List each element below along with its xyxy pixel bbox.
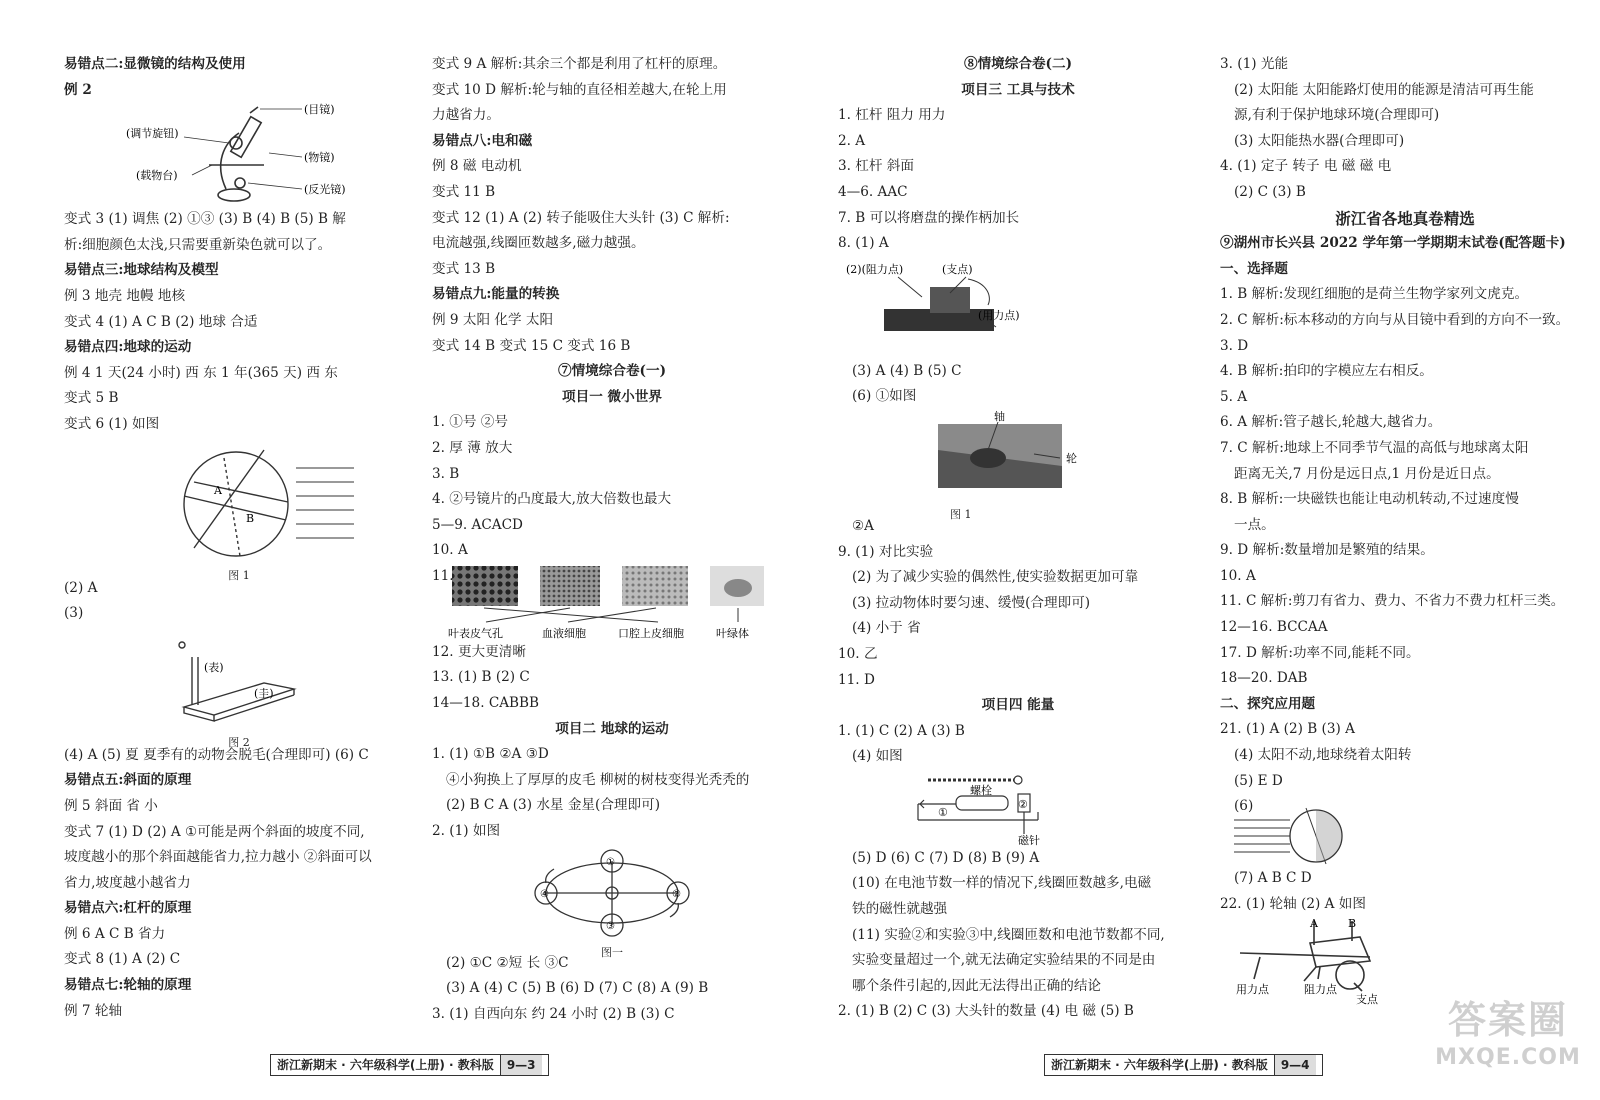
text-line: 铁的磁性就越强	[852, 901, 948, 918]
text-line: 3. 杠杆 斜面	[838, 158, 914, 175]
text-line: 变式 8 (1) A (2) C	[64, 951, 181, 968]
text-line: 7. C 解析:地球上不同季节气温的高低与地球离太阳	[1220, 439, 1529, 456]
orbit-diagram	[432, 845, 792, 937]
text-line: 21. (1) A (2) B (3) A	[1220, 721, 1355, 738]
label-resistance-point: 阻力点	[1304, 983, 1337, 997]
text-line: 4—6. AAC	[838, 183, 908, 200]
text-line: 6. A 解析:管子越长,轮越大,越省力。	[1220, 414, 1442, 431]
heading: 易错点八:电和磁	[432, 132, 533, 149]
sunlight-figure	[1220, 794, 1590, 866]
text-line: 8. B 解析:一块磁铁也能让电动机转动,不过速度慢	[1220, 491, 1519, 508]
text-line: 14—18. CABBB	[432, 695, 540, 712]
text-line: 变式 9 A 解析:其余三个都是利用了杠杆的原理。	[432, 56, 727, 72]
footer-title: 浙江新期末 · 六年级科学(上册) · 教科版	[1051, 1058, 1268, 1072]
text-line: 9. (1) 对比实验	[838, 543, 934, 560]
text-line: 坡度越小的那个斜面越能省力,拉力越小 ②斜面可以	[64, 849, 372, 866]
heading: 易错点四:地球的运动	[64, 339, 192, 356]
label-bolt: 螺栓	[970, 783, 992, 797]
column-4	[1220, 52, 1590, 1005]
text-line: 10. A	[1220, 567, 1256, 584]
text-line: 13. (1) B (2) C	[432, 669, 530, 686]
column-2	[432, 52, 792, 1027]
label-cheek: 口腔上皮细胞	[618, 626, 684, 640]
text-line: 变式 14 B 变式 15 C 变式 16 B	[432, 337, 631, 354]
heading: 易错点三:地球结构及模型	[64, 262, 219, 279]
label-resistance-point: (2)(阻力点)	[846, 262, 904, 276]
label-mirror: (反光镜)	[304, 183, 346, 197]
watermark	[1428, 996, 1588, 1086]
heading: 易错点五:斜面的原理	[64, 772, 192, 789]
cell-images	[432, 564, 792, 640]
text-line: 3. D	[1220, 337, 1249, 354]
text-line: (10) 在电池节数一样的情况下,线圈匝数越多,电磁	[852, 875, 1152, 892]
page-number: 9—4	[1274, 1055, 1316, 1075]
text-line: (3)	[64, 605, 84, 622]
text-line: 22. (1) 轮轴 (2) A 如图	[1220, 895, 1366, 912]
text-line: 11.	[432, 567, 454, 584]
label-wheel: 轮	[1066, 451, 1077, 465]
column-3	[838, 52, 1198, 1025]
section-subtitle: 项目四 能量	[981, 697, 1055, 714]
text-line: 4. ②号镜片的凸度最大,放大倍数也最大	[432, 491, 672, 508]
text-line: 12—16. BCCAA	[1220, 619, 1328, 636]
text-line: 变式 10 D 解析:轮与轴的直径相差越大,在轮上用	[432, 81, 727, 98]
text-line: 5. A	[1220, 388, 1248, 405]
figure-caption: 图 1	[950, 507, 972, 521]
svg-text:③: ③	[606, 920, 615, 932]
text-line: (6)	[1234, 798, 1254, 815]
text-line: 10. A	[432, 542, 468, 559]
label-b: B	[1348, 917, 1357, 931]
svg-text:②: ②	[672, 888, 681, 900]
heading: 易错点七:轮轴的原理	[64, 977, 192, 994]
text-line: (2) C (3) B	[1234, 183, 1306, 200]
text-line: 实验变量超过一个,就无法确定实验结果的不同是由	[852, 952, 1156, 969]
wheelbarrow-diagram	[1220, 917, 1590, 1005]
text-line: 变式 7 (1) D (2) A ①可能是两个斜面的坡度不同,	[64, 823, 365, 840]
text-line: 变式 12 (1) A (2) 转子能吸住大头针 (3) C 解析:	[432, 209, 730, 226]
text-line: 2. (1) B (2) C (3) 大头针的数量 (4) 电 磁 (5) B	[838, 1003, 1134, 1020]
label-axle: 轴	[994, 409, 1005, 423]
earth-diagram	[64, 438, 414, 560]
text-line: (6) ①如图	[852, 388, 917, 405]
svg-text:④: ④	[540, 888, 549, 900]
text-line: 变式 4 (1) A C B (2) 地球 合适	[64, 313, 258, 330]
earth-figure-1	[64, 438, 414, 583]
text-line: (5) D (6) C (7) D (8) B (9) A	[852, 849, 1040, 866]
text-line: (7) A B C D	[1234, 870, 1312, 887]
text-line: (3) 太阳能热水器(合理即可)	[1234, 132, 1405, 149]
wheel-photo-figure	[838, 409, 1198, 521]
figure-caption: 图 1	[228, 569, 250, 583]
text-line: ②A	[852, 517, 875, 534]
wheel-photo	[838, 410, 1198, 498]
text-line: 变式 5 B	[64, 390, 119, 407]
text-line: 11. C 解析:剪刀有省力、费力、不省力不费力杠杆三类。	[1220, 593, 1565, 610]
label-effort-point: (用力点)	[978, 308, 1020, 322]
image-cheek-cells	[622, 566, 688, 606]
text-line: 例 6 A C B 省力	[64, 925, 166, 942]
label-objective: (物镜)	[304, 151, 335, 165]
text-line: 3. (1) 自西向东 约 24 小时 (2) B (3) C	[432, 1005, 675, 1022]
heading: 易错点二:显微镜的结构及使用	[64, 56, 246, 72]
text-line: (2) 太阳能 太阳能路灯使用的能源是清洁可再生能	[1234, 81, 1534, 98]
text-line: (4) A (5) 夏 夏季有的动物会脱毛(合理即可) (6) C	[64, 746, 369, 763]
text-line: 4. (1) 定子 转子 电 磁 磁 电	[1220, 158, 1392, 175]
heading: 易错点六:杠杆的原理	[64, 900, 192, 917]
handle-diagram	[838, 257, 1198, 359]
electromagnet-figure	[838, 770, 1198, 846]
text-line: 9. D 解析:数量增加是繁殖的结果。	[1220, 542, 1434, 559]
text-line: 哪个条件引起的,因此无法得出正确的结论	[852, 977, 1102, 994]
text-line: 11. D	[838, 671, 875, 688]
label-blood: 血液细胞	[542, 626, 586, 640]
text-line: (11) 实验②和实验③中,线圈匝数和电池节数都不同,	[852, 926, 1165, 943]
footer-right	[1044, 1054, 1323, 1076]
text-line: (4) 如图	[852, 748, 903, 765]
text-line: 例 4 1 天(24 小时) 西 东 1 年(365 天) 西 东	[64, 364, 338, 381]
label-fulcrum: (支点)	[942, 262, 973, 276]
wheelbarrow-figure	[1220, 917, 1590, 1005]
text-line: 变式 13 B	[432, 260, 496, 277]
microscope-figure	[64, 103, 414, 207]
text-line: 4. B 解析:拍印的字模应左右相反。	[1220, 363, 1433, 380]
text-line: 10. 乙	[838, 645, 878, 662]
label-b: B	[246, 511, 255, 525]
text-line: 析:细胞颜色太浅,只需要重新染色就可以了。	[64, 236, 332, 253]
text-line: 1. 杠杆 阻力 用力	[838, 107, 946, 124]
section-title: 浙江省各地真卷精选	[1335, 208, 1475, 228]
text-line: 2. C 解析:标本移动的方向与从目镜中看到的方向不一致。	[1220, 311, 1570, 328]
section-subtitle: 项目二 地球的运动	[555, 720, 669, 737]
label-circle-2: ②	[1018, 797, 1028, 811]
label-a: A	[1310, 917, 1318, 931]
label-chloroplast: 叶绿体	[716, 626, 749, 640]
text-line: 变式 3 (1) 调焦 (2) ①③ (3) B (4) B (5) B 解	[64, 211, 346, 228]
text-line: 17. D 解析:功率不同,能耗不同。	[1220, 644, 1420, 661]
text-line: (2) 为了减少实验的偶然性,使实验数据更加可靠	[852, 569, 1139, 586]
text-line: 12. 更大更清晰	[432, 643, 526, 660]
text-line: (5) E D	[1234, 772, 1283, 789]
watermark-text: 答案圈	[1447, 998, 1568, 1042]
label-stomata: 叶表皮气孔	[448, 626, 503, 640]
watermark-url: MXQE.COM	[1435, 1045, 1581, 1070]
text-line: 5—9. ACACD	[432, 516, 523, 533]
text-line: 源,有利于保护地球环境(合理即可)	[1234, 107, 1440, 124]
text-line: 2. (1) 如图	[432, 823, 501, 840]
text-line: 1. (1) ①B ②A ③D	[432, 746, 549, 763]
text-line: 例 7 轮轴	[64, 1002, 123, 1019]
text-line: 18—20. DAB	[1220, 670, 1308, 687]
text-line: 例 9 太阳 化学 太阳	[432, 311, 554, 328]
text-line: (2) ①C ②短 长 ③C	[446, 954, 569, 971]
section-title: ⑦情境综合卷(一)	[557, 363, 667, 380]
column-1	[64, 52, 414, 1024]
section-subtitle: 项目三 工具与技术	[961, 81, 1075, 98]
text-line: 3. B	[432, 465, 460, 482]
text-line: (2) A	[64, 579, 98, 596]
text-line: (3) A (4) C (5) B (6) D (7) C (8) A (9) B	[446, 980, 709, 997]
footer-title: 浙江新期末 · 六年级科学(上册) · 教科版	[277, 1058, 494, 1072]
label-compass: 磁针	[1018, 833, 1040, 846]
page-number: 9—3	[500, 1055, 542, 1075]
exam-title: ⑨湖州市长兴县 2022 学年第一学期期末试卷(配答题卡)	[1220, 235, 1566, 252]
label-a: A	[214, 483, 222, 497]
text-line: (4) 小于 省	[852, 620, 921, 637]
microscope-diagram	[64, 103, 414, 207]
label-biao: (表)	[204, 660, 224, 674]
section-subtitle: 项目一 微小世界	[562, 388, 662, 405]
text-line: (2) B C A (3) 水星 金星(合理即可)	[446, 797, 661, 814]
text-line: 力越省力。	[432, 107, 500, 124]
label-circle-1: ①	[938, 805, 948, 819]
text-line: ④小狗换上了厚厚的皮毛 柳树的树枝变得光秃秃的	[446, 771, 750, 788]
text-line: (4) 太阳不动,地球绕着太阳转	[1234, 747, 1412, 764]
cell-match-figure	[432, 564, 792, 640]
text-line: 例 5 斜面 省 小	[64, 797, 158, 814]
image-stomata	[452, 566, 518, 606]
text-line: 一点。	[1234, 516, 1275, 533]
text-line: (3) A (4) B (5) C	[852, 362, 962, 379]
text-line: 3. (1) 光能	[1220, 56, 1289, 72]
sundial-diagram	[64, 627, 414, 727]
label-stage: (载物台)	[136, 169, 178, 183]
text-line: 电流越强,线圈匝数越多,磁力越强。	[432, 235, 645, 252]
label-fulcrum: 支点	[1356, 993, 1378, 1006]
text-line: 变式 11 B	[432, 183, 496, 200]
text-line: 1. ①号 ②号	[432, 414, 508, 431]
text-line: 1. (1) C (2) A (3) B	[838, 722, 965, 739]
label-eyepiece: (目镜)	[304, 103, 335, 117]
text-line: 距离无关,7 月份是远日点,1 月份是近日点。	[1234, 465, 1500, 482]
text-line: 2. 厚 薄 放大	[432, 439, 513, 456]
figure-caption: 图 2	[228, 736, 250, 750]
orbit-figure	[432, 845, 792, 960]
label-effort-point: 用力点	[1236, 983, 1269, 997]
sunlight-diagram	[1220, 794, 1590, 866]
figure-caption: 图一	[601, 946, 623, 960]
text-line: 变式 6 (1) 如图	[64, 415, 160, 432]
image-blood-cells	[540, 566, 600, 606]
text-line: (3) 拉动物体时要匀速、缓慢(合理即可)	[852, 594, 1091, 611]
heading: 一、选择题	[1220, 260, 1288, 277]
text-line: 8. (1) A	[838, 235, 889, 252]
footer-left	[270, 1054, 549, 1076]
svg-text:①: ①	[606, 856, 615, 868]
text-line: 7. B 可以将磨盘的操作柄加长	[838, 209, 1020, 226]
text-line: 例 2	[64, 81, 92, 98]
text-line: 1. B 解析:发现红细胞的是荷兰生物学家列文虎克。	[1220, 286, 1529, 303]
text-line: 例 8 磁 电动机	[432, 158, 522, 175]
heading: 易错点九:能量的转换	[432, 286, 560, 303]
text-line: 例 3 地壳 地幔 地核	[64, 287, 186, 304]
section-title: ⑧情境综合卷(二)	[963, 56, 1073, 72]
text-line: 省力,坡度越小越省力	[64, 874, 191, 891]
label-knob: (调节旋钮)	[126, 127, 179, 141]
sundial-figure-2	[64, 627, 414, 750]
text-line: 2. A	[838, 132, 866, 149]
electromagnet-diagram	[838, 770, 1198, 846]
label-gui: (圭)	[254, 686, 274, 700]
heading: 二、探究应用题	[1220, 695, 1316, 712]
handle-figure	[838, 257, 1198, 359]
